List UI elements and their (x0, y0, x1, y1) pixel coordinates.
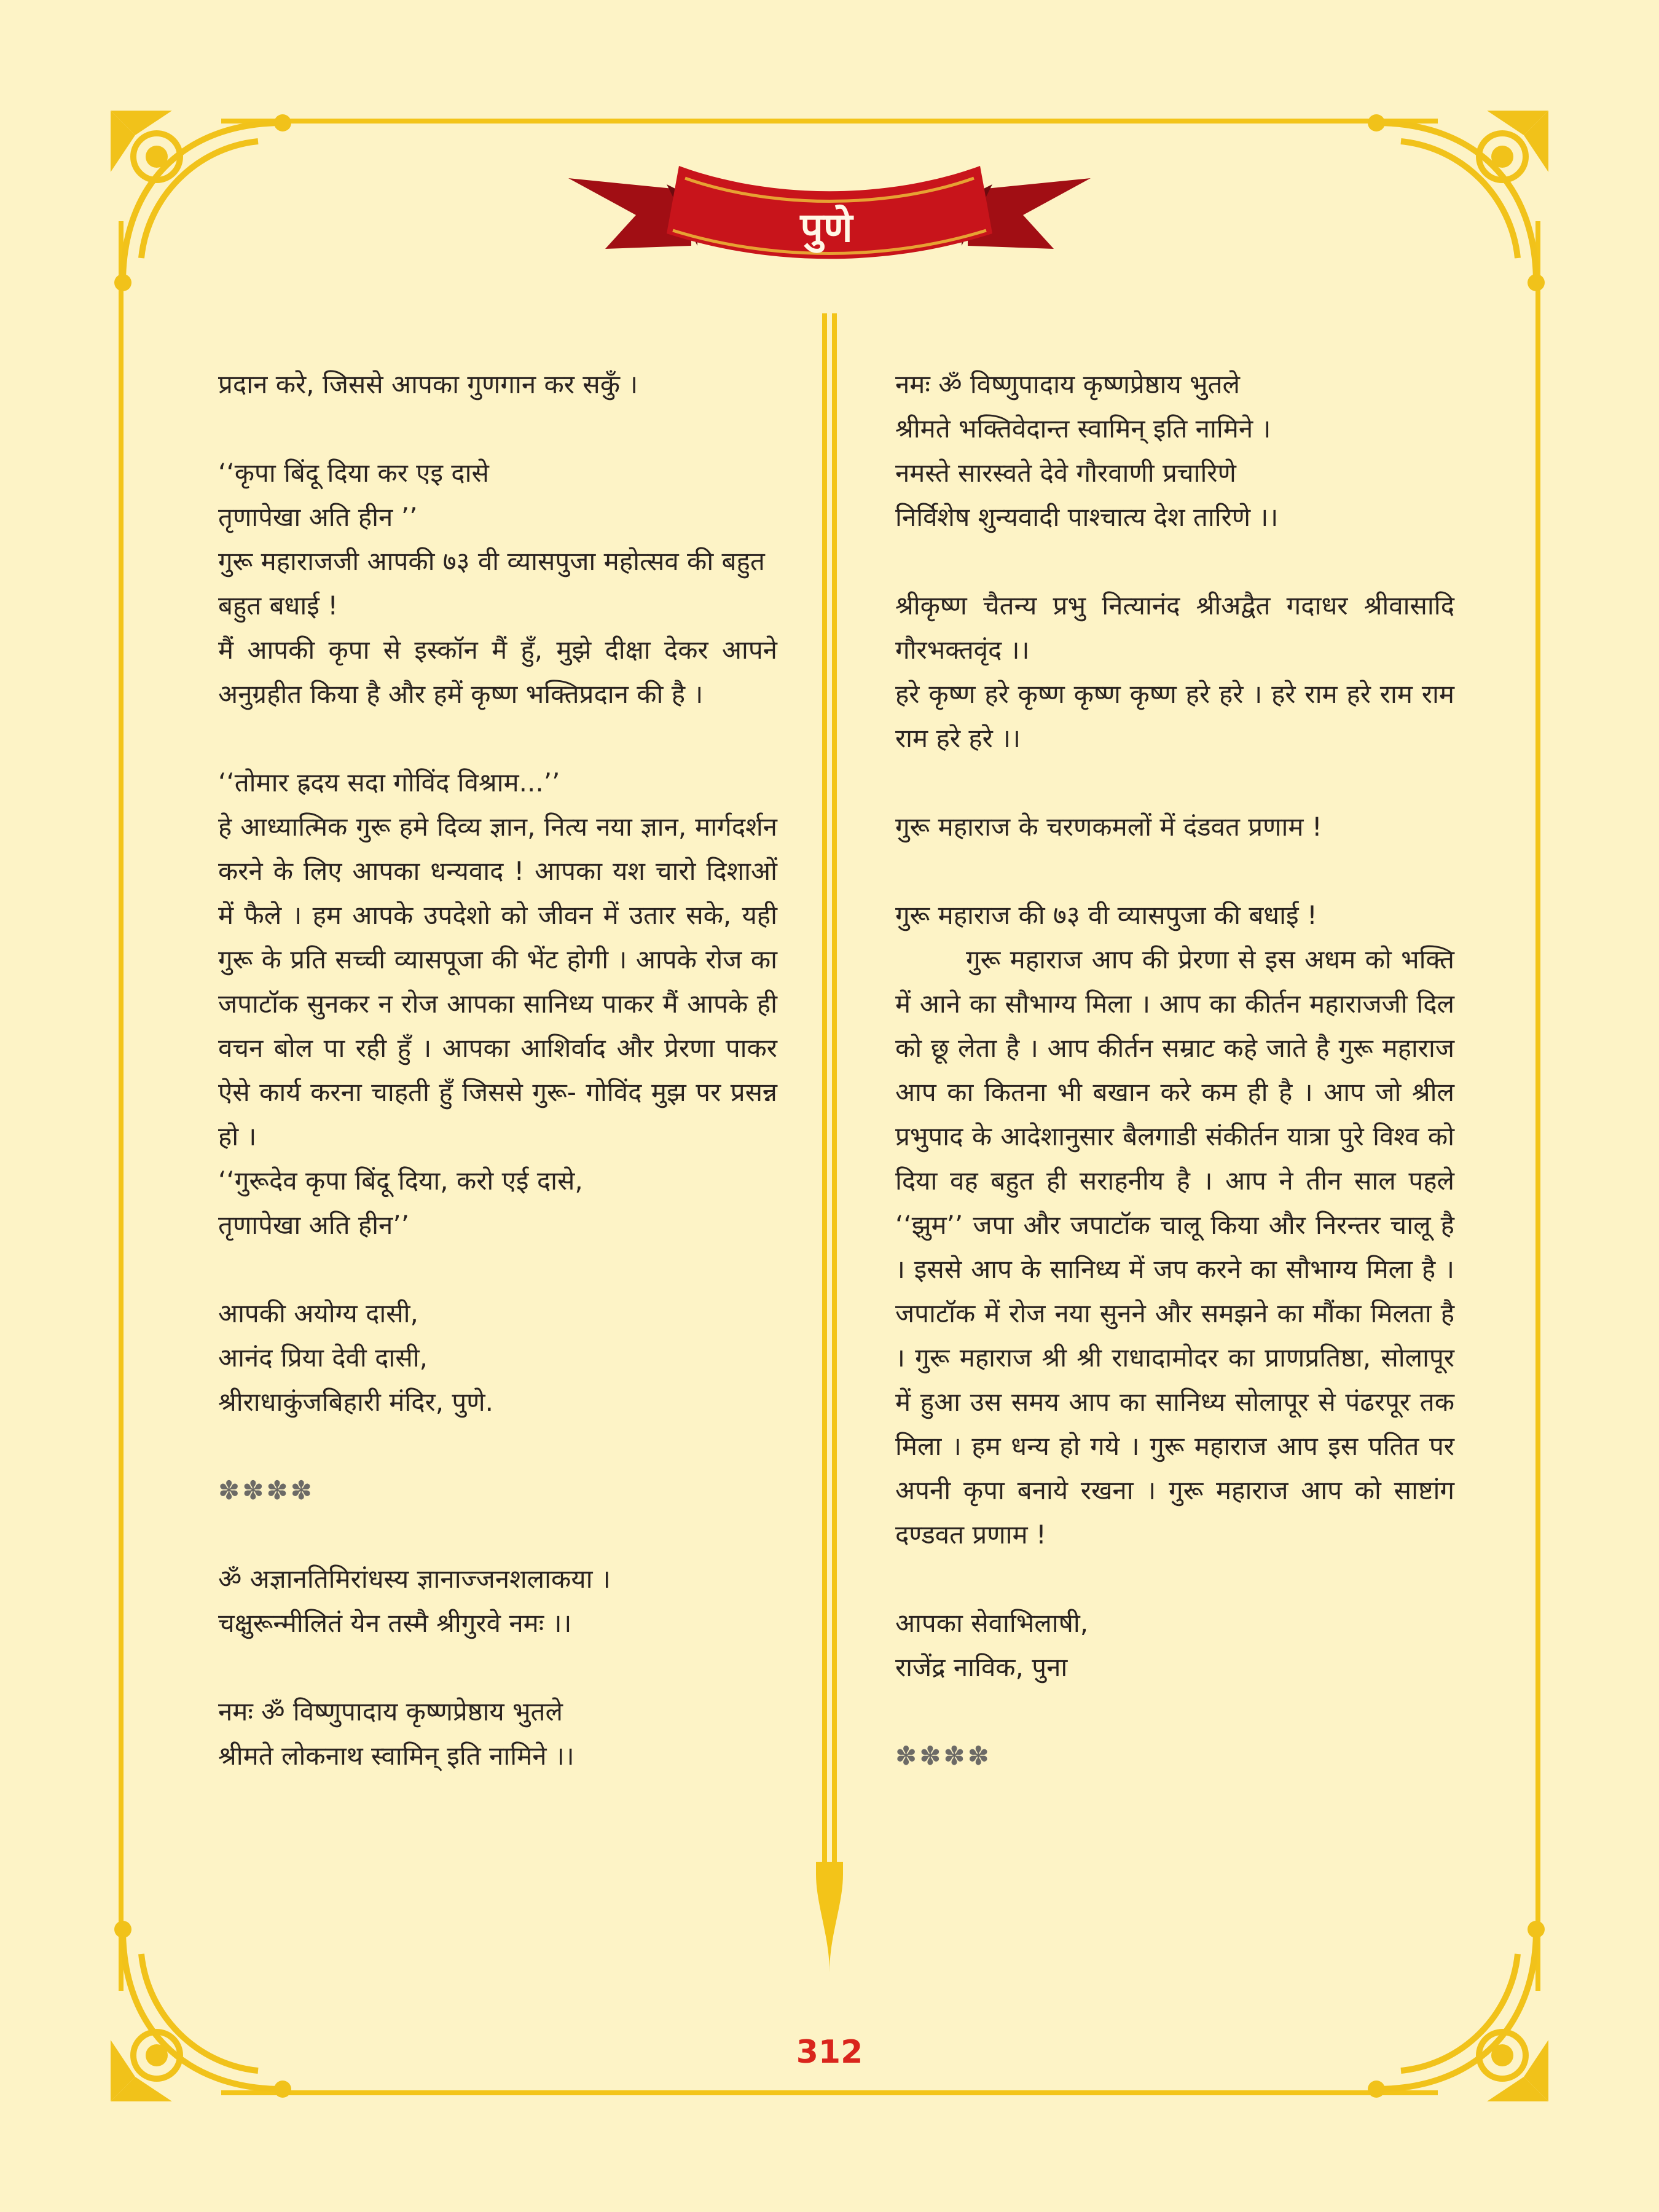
left-signature: आपकी अयोग्य दासी, आनंद प्रिया देवी दासी, श्रीराधाकुंजबिहारी मंदिर, पुणे. (218, 1298, 493, 1417)
page-title: पुणे (800, 203, 853, 251)
frame-bottom-line (221, 2090, 1438, 2095)
left-paragraph-4: ‘‘तोमार ह्रदय सदा गोविंद विश्राम...’’ (218, 767, 560, 798)
corner-ornament-top-left (98, 98, 307, 307)
left-paragraph-3: मैं आपकी कृपा से इस्कॉन मैं हुँ, मुझे दीक्षा देकर आपने अनुग्रहीत किया है और हमें कृष्ण भक्तिप्रदान की है । (218, 635, 777, 709)
left-mantra-1: ॐ अज्ञानतिमिरांधस्य ज्ञानाज्जनशलाकया । चक्षुरून्मीलितं येन तस्मै श्रीगुरवे नमः ।। (218, 1564, 611, 1638)
left-text-column (218, 363, 777, 1778)
right-paragraph-body: गुरू महाराज आप की प्रेरणा से इस अधम को भक्ति में आने का सौभाग्य मिला । आप का कीर्तन महाराजजी दिल को छू लेता है । आप कीर्तन सम्राट कहे जाते है गुरू महाराज आप का कितना भी बखान करे कम ही है । आप जो श्रील प्रभुपाद के आदेशानुसार बैलगाडी संकीर्तन यात्रा पुरे विश्व को दिया वह बहुत ही सराहनीय है । आप ने तीन साल पहले ‘‘झुम’’ जपा और जपाटॉक चालू किया और निरन्तर चालू है । इससे आप के सानिध्य में जप करने का सौभाग्य मिला है । जपाटॉक में रोज नया सुनने और समझने का मौंका मिलता है । गुरू महाराज श्री श्री राधादामोदर का प्राणप्रतिष्ठा, सोलापूर में हुआ उस समय आप का सानिध्य सोलापूर से पंढरपूर तक मिला । हम धन्य हो गये । गुरू महाराज आप इस पतित पर अपनी कृपा बनाये रखना । गुरू महाराज आप को साष्टांग दण्डवत प्रणाम ! (895, 944, 1454, 1550)
page-number: 312 (796, 2034, 863, 2071)
corner-ornament-bottom-right (1352, 1905, 1561, 2114)
left-section-stars: ✽✽✽✽ (218, 1475, 315, 1505)
frame-right-line (1535, 221, 1540, 1991)
left-mantra-2: नमः ॐ विष्णुपादाय कृष्णप्रेष्ठाय भुतले श्रीमते लोकनाथ स्वामिन् इति नामिने ।। (218, 1696, 575, 1771)
right-mantra-1: नमः ॐ विष्णुपादाय कृष्णप्रेष्ठाय भुतले श्रीमते भक्तिवेदान्त स्वामिन् इति नामिने । नमस्ते सारस्वते देवे गौरवाणी प्रचारिणे निर्विशेष शुन्यवादी पाश्चात्य देश तारिणे ।। (895, 369, 1279, 532)
frame-top-line (221, 119, 1438, 124)
right-mantra-2: श्रीकृष्ण चैतन्य प्रभु नित्यानंद श्रीअद्वैत गदाधर श्रीवासादि गौरभक्तवृंद ।। (895, 590, 1454, 665)
right-mahamantra: हरे कृष्ण हरे कृष्ण कृष्ण कृष्ण हरे हरे । हरे राम हरे राम राम राम हरे हरे ।। (895, 679, 1454, 753)
left-paragraph-2: ‘‘कृपा बिंदू दिया कर एइ दासे तृणापेखा अति हीन ’’ गुरू महाराजजी आपकी ७३ वी व्यासपुजा महोत्सव की बहुत बहुत बधाई ! (218, 458, 765, 621)
right-paragraph-greeting: गुरू महाराज की ७३ वी व्यासपुजा की बधाई ! (895, 900, 1317, 930)
right-paragraph-obeisance: गुरू महाराज के चरणकमलों में दंडवत प्रणाम ! (895, 812, 1322, 842)
corner-ornament-top-right (1352, 98, 1561, 307)
right-signature: आपका सेवाभिलाषी, राजेंद्र नाविक, पुना (895, 1608, 1089, 1682)
left-paragraph-5: हे आध्यात्मिक गुरू हमे दिव्य ज्ञान, नित्य नया ज्ञान, मार्गदर्शन करने के लिए आपका धन्यवाद ! आपका यश चारो दिशाओं में फैले । हम आपके उपदेशो को जीवन में उतार सके, यही गुरू के प्रति सच्ची व्यासपूजा की भेंट होगी । आपके रोज का जपाटॉक सुनकर न रोज आपका सानिध्य पाकर मैं आपके ही वचन बोल पा रही हुँ । आपका आशिर्वाद और प्रेरणा पाकर ऐसे कार्य करना चाहती हुँ जिससे गुरू- गोविंद मुझ पर प्रसन्न हो । (218, 812, 777, 1151)
frame-left-line (119, 221, 124, 1991)
column-divider (807, 313, 852, 1972)
right-text-column (895, 363, 1454, 1778)
right-section-stars: ✽✽✽✽ (895, 1741, 992, 1771)
corner-ornament-bottom-left (98, 1905, 307, 2114)
left-paragraph-1: प्रदान करे, जिससे आपका गुणगान कर सकुँ । (218, 369, 638, 399)
left-paragraph-6: ‘‘गुरूदेव कृपा बिंदू दिया, करो एई दासे, तृणापेखा अति हीन’’ (218, 1166, 583, 1240)
